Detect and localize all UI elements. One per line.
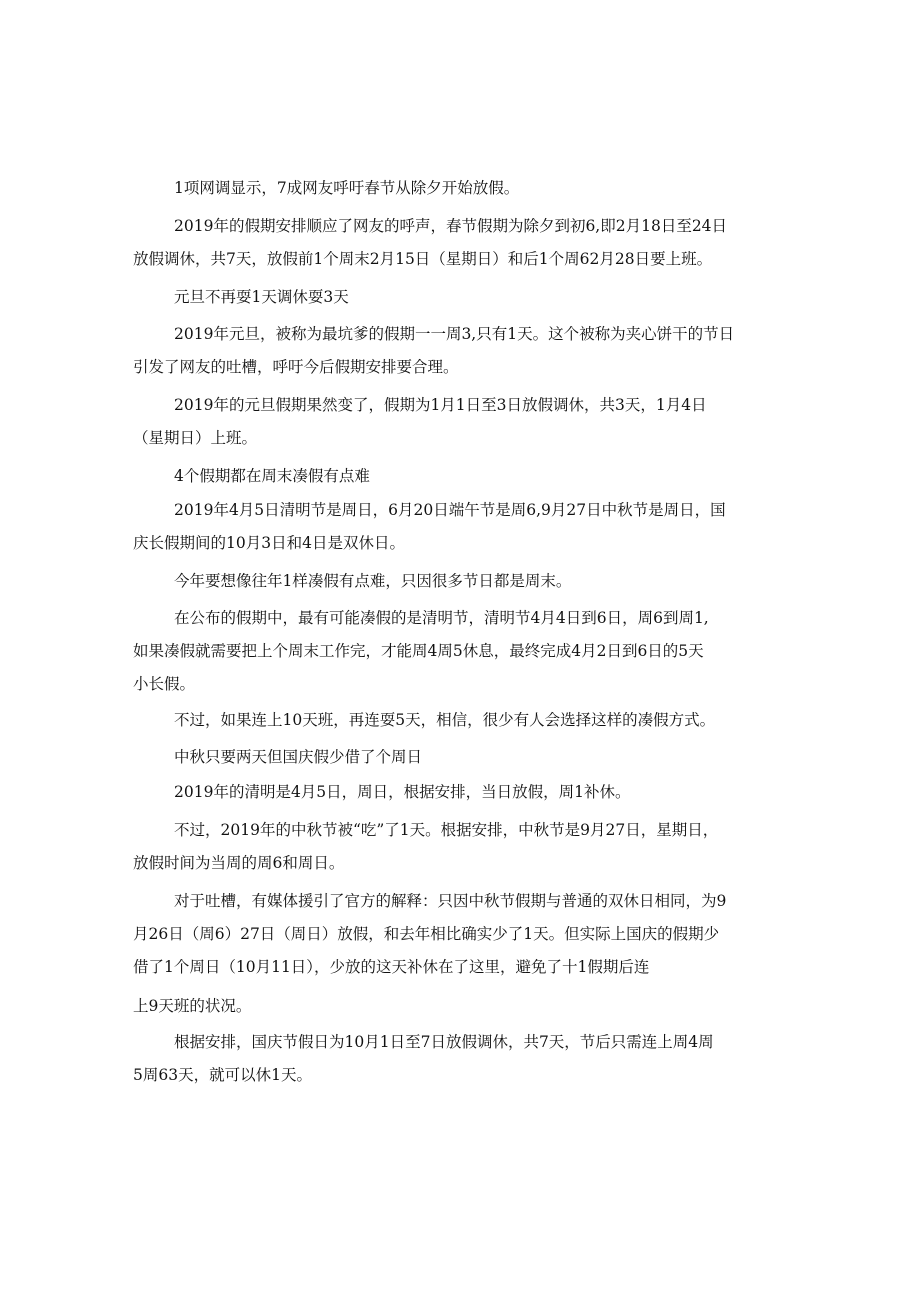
text-line: 4个假期都在周末凑假有点难 — [174, 467, 370, 485]
text-line: 5周63天，就可以休1天。 — [133, 1066, 312, 1084]
text-line: 1项网调显示，7成网友呼吁春节从除夕开始放假。 — [174, 179, 520, 197]
text-line: 庆长假期间的10月3日和4日是双休日。 — [133, 534, 405, 552]
text-line: 2019年4月5日清明节是周日，6月20日端午节是周6,9月27日中秋节是周日，国 — [174, 501, 726, 519]
text-line: 引发了网友的吐槽，呼吁今后假期安排要合理。 — [133, 358, 459, 376]
text-line: 元旦不再耍1天调休耍3天 — [174, 288, 349, 306]
text-line: 放假时间为当周的周6和周日。 — [133, 854, 345, 872]
text-line: 月26日（周6）27日（周日）放假，和去年相比确实少了1天。但实际上国庆的假期少 — [133, 925, 720, 943]
text-line: 根据安排，国庆节假日为10月1日至7日放假调休，共7天，节后只需连上周4周 — [174, 1033, 714, 1051]
text-line: 小长假。 — [133, 675, 196, 693]
text-line: 中秋只要两天但国庆假少借了个周日 — [174, 748, 423, 766]
text-line: 今年要想像往年1样凑假有点难，只因很多节日都是周末。 — [174, 572, 572, 590]
text-line: 放假调休，共7天，放假前1个周末2月15日（星期日）和后1个周62月28日要上班。 — [133, 250, 713, 268]
text-line: 在公布的假期中，最有可能凑假的是清明节，清明节4月4日到6日，周6到周1, — [174, 609, 709, 627]
text-line: 不过，如果连上10天班，再连耍5天，相信，很少有人会选择这样的凑假方式。 — [174, 711, 716, 729]
text-line: 不过，2019年的中秋节被“吃”了1天。根据安排，中秋节是9月27日，星期日， — [174, 821, 719, 839]
text-line: 对于吐槽，有媒体援引了官方的解释：只因中秋节假期与普通的双休日相同，为9 — [174, 892, 727, 910]
text-line: 2019年的假期安排顺应了网友的呼声，春节假期为除夕到初6,即2月18日至24日 — [174, 217, 728, 235]
text-line: 借了1个周日（10月11日），少放的这天补休在了这里，避免了十1假期后连 — [133, 958, 650, 976]
text-line: （星期日）上班。 — [133, 429, 258, 447]
text-line: 2019年的元旦假期果然变了，假期为1月1日至3日放假调休，共3天，1月4日 — [174, 396, 707, 414]
text-line: 上9天班的状况。 — [133, 997, 252, 1015]
text-line: 如果凑假就需要把上个周末工作完，才能周4周5休息，最终完成4月2日到6日的5天 — [133, 642, 704, 660]
text-line: 2019年的清明是4月5日，周日，根据安排，当日放假，周1补休。 — [174, 783, 631, 801]
text-line: 2019年元旦，被称为最坑爹的假期一一周3,只有1天。这个被称为夹心饼干的节日 — [174, 325, 735, 343]
